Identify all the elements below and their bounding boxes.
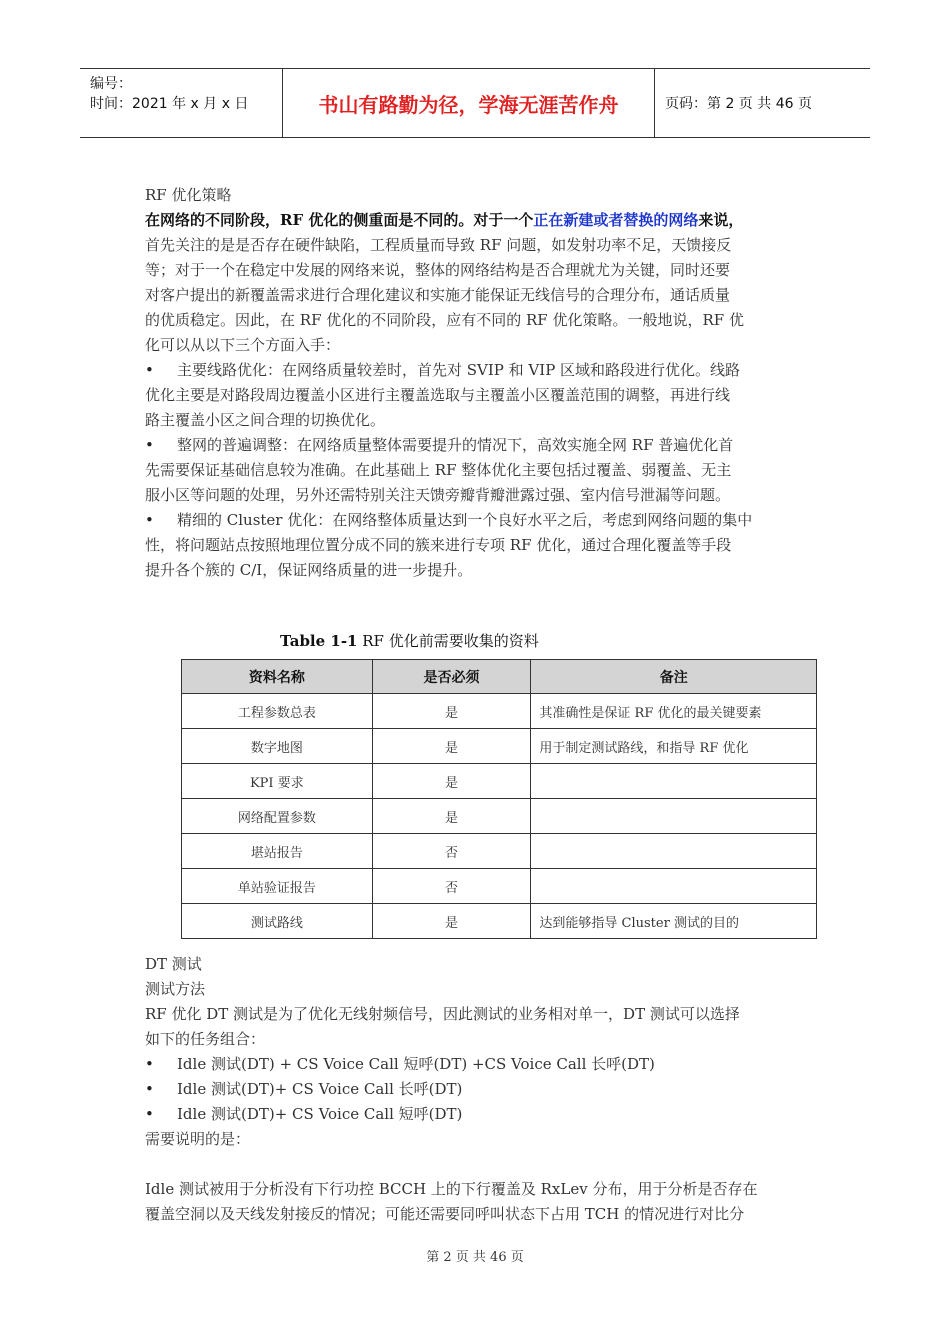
table-row (182, 869, 817, 904)
table-caption-number: Table 1-1 (280, 632, 358, 650)
table-row (182, 694, 817, 729)
table-row (182, 799, 817, 834)
table-row (182, 764, 817, 799)
task-combo: Idle 测试(DT)+ CS Voice Call 长呼(DT) (177, 1080, 463, 1098)
task-combo: Idle 测试(DT)+ CS Voice Call 短呼(DT) (177, 1105, 463, 1123)
table-cell (531, 799, 817, 834)
bullet-text: 先需要保证基础信息较为准确。在此基础上 RF 整体优化主要包括过覆盖、弱覆盖、无主 (145, 461, 732, 479)
paragraph-line: RF 优化 DT 测试是为了优化无线射频信号，因此测试的业务相对单一，DT 测试可以选择 (145, 1005, 740, 1023)
paragraph-line: 如下的任务组合： (145, 1030, 266, 1048)
task-combo: Idle 测试(DT) + CS Voice Call 短呼(DT) +CS Voice Call 长呼(DT) (177, 1055, 655, 1073)
table-cell (531, 764, 817, 799)
bullet-text: 路主覆盖小区之间合理的切换优化。 (145, 411, 386, 429)
paragraph-line: Idle 测试被用于分析没有下行功控 BCCH 上的下行覆盖及 RxLev 分布，用于分析是否存在 (145, 1180, 758, 1198)
table-cell: 是 (372, 799, 531, 834)
bullet-text: 整网的普遍调整：在网络质量整体需要提升的情况下，高效实施全网 RF 普遍优化首 (177, 436, 734, 454)
bullet-text: 优化主要是对路段周边覆盖小区进行主覆盖选取与主覆盖小区覆盖范围的调整，再进行线 (145, 386, 731, 404)
header-motto: 书山有路勤为径，学海无涯苦作舟 (283, 69, 655, 137)
subsection-title: 测试方法 (145, 980, 206, 998)
table-caption-text: RF 优化前需要收集的资料 (357, 632, 539, 650)
table-row (182, 729, 817, 764)
table-cell: KPI 要求 (182, 764, 373, 799)
bullet-text: 性，将问题站点按照地理位置分成不同的簇来进行专项 RF 优化，通过合理化覆盖等手段 (145, 536, 732, 554)
header-page-info: 页码：第 2 页 共 46 页 (665, 96, 812, 112)
paragraph-line: 化可以从以下三个方面入手： (145, 336, 341, 354)
table-cell: 工程参数总表 (182, 694, 373, 729)
table-cell: 堪站报告 (182, 834, 373, 869)
paragraph-line: 覆盖空洞以及天线发射接反的情况；可能还需要同呼叫状态下占用 TCH 的情况进行对比分 (145, 1205, 745, 1223)
section-title: DT 测试 (145, 955, 202, 973)
bullet-text: 服小区等问题的处理，另外还需特别关注天馈旁瓣背瓣泄露过强、室内信号泄漏等问题。 (145, 486, 731, 504)
bullet-mark: • (145, 436, 154, 454)
data-table (181, 659, 817, 939)
column-header: 备注 (531, 660, 817, 694)
paragraph-line: 等；对于一个在稳定中发展的网络来说，整体的网络结构是否合理就尤为关键，同时还要 (145, 261, 731, 279)
lead-bold-b: 来说， (698, 211, 744, 229)
paragraph-line: 首先关注的是是否存在硬件缺陷，工程质量而导致 RF 问题，如发射功率不足，天馈接反 (145, 236, 732, 254)
bullet-mark: • (145, 511, 154, 529)
bullet-mark: • (145, 361, 154, 379)
table-cell: 网络配置参数 (182, 799, 373, 834)
table-cell: 数字地图 (182, 729, 373, 764)
bullet-text: 提升各个簇的 C/I，保证网络质量的进一步提升。 (145, 561, 473, 579)
header-meta (80, 69, 283, 137)
lead-bold-a: 在网络的不同阶段，RF 优化的侧重面是不同的。对于一个 (145, 211, 534, 229)
table-cell (531, 869, 817, 904)
paragraph-line: 对客户提出的新覆盖需求进行合理化建议和实施才能保证无线信号的合理分布，通话质量 (145, 286, 731, 304)
page-footer: 第 2 页 共 46 页 (426, 1250, 524, 1265)
column-header: 资料名称 (182, 660, 373, 694)
lead-sentence (145, 208, 743, 233)
table-cell: 达到能够指导 Cluster 测试的目的 (531, 904, 817, 939)
table-cell: 是 (372, 764, 531, 799)
table-cell: 其准确性是保证 RF 优化的最关键要素 (531, 694, 817, 729)
table-cell: 否 (372, 834, 531, 869)
note-label: 需要说明的是： (145, 1130, 251, 1148)
column-header: 是否必须 (372, 660, 531, 694)
bullet-mark: • (145, 1105, 154, 1123)
document-header (80, 68, 870, 138)
section-title: RF 优化策略 (145, 186, 232, 204)
paragraph-line: 的优质稳定。因此，在 RF 优化的不同阶段，应有不同的 RF 优化策略。一般地说，RF 优 (145, 311, 744, 329)
table-cell: 测试路线 (182, 904, 373, 939)
table-cell: 是 (372, 904, 531, 939)
table-cell: 是 (372, 729, 531, 764)
table-cell: 单站验证报告 (182, 869, 373, 904)
lead-link[interactable]: 正在新建或者替换的网络 (533, 211, 699, 229)
bullet-text: 主要线路优化：在网络质量较差时，首先对 SVIP 和 VIP 区域和路段进行优化。线路 (177, 361, 741, 379)
table-caption (280, 630, 539, 651)
table-cell (531, 834, 817, 869)
number-label: 编号： (90, 76, 132, 92)
table-row (182, 904, 817, 939)
table-header-row (182, 660, 817, 694)
bullet-mark: • (145, 1055, 154, 1073)
table-cell: 是 (372, 694, 531, 729)
table-row (182, 834, 817, 869)
time-label: 时间：2021 年 x 月 x 日 (90, 96, 249, 112)
table-cell: 否 (372, 869, 531, 904)
bullet-mark: • (145, 1080, 154, 1098)
table-cell: 用于制定测试路线，和指导 RF 优化 (531, 729, 817, 764)
bullet-text: 精细的 Cluster 优化：在网络整体质量达到一个良好水平之后，考虑到网络问题的集中 (177, 511, 753, 529)
